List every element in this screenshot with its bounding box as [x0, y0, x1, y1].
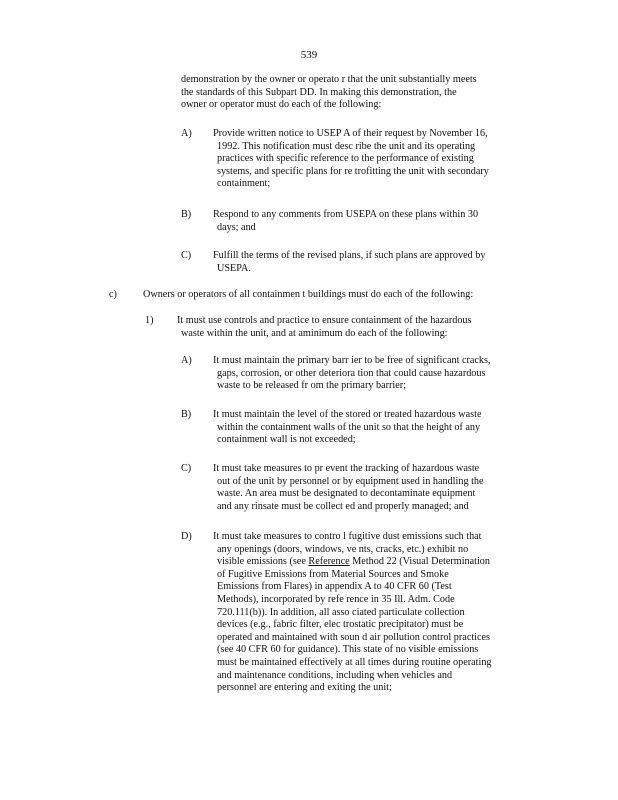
list-item — [213, 209, 478, 234]
text-line: and any rinsate must be collect ed and properly managed; and — [217, 500, 469, 512]
text-line: devices (e.g., fabric filter, elec trostatic precipitator) must be — [217, 619, 464, 631]
text-line: Methods), incorporated by refe rence in 35 Ill. Adm. Code — [217, 593, 455, 605]
text-line: out of the unit by personnel or by equipment used in handling the — [217, 475, 484, 487]
text-line: the standards of this Subpart DD. In making this demonstration, the — [181, 86, 457, 98]
text-line: 1992. This notification must desc ribe the unit and its operating — [217, 140, 476, 152]
text-line: It must use controls and practice to ensure containment of the hazardous — [177, 315, 472, 326]
text-line: Respond to any comments from USEPA on these plans within 30 — [213, 209, 479, 220]
text-line: personnel are entering and exiting the unit; — [217, 682, 392, 694]
text-line: operated and maintained with soun d air pollution control practices — [217, 631, 491, 643]
list-item — [213, 463, 484, 513]
text-line: containment; — [217, 178, 271, 190]
item-label: A) — [181, 128, 192, 139]
text-line: waste. An area must be designated to decontaminate equipment — [217, 488, 476, 500]
text-span: Method 22 (Visual Determination — [349, 556, 490, 568]
text-line: It must maintain the primary barr ier to be free of significant cracks, — [213, 355, 491, 366]
item-label: C) — [181, 463, 192, 474]
text-line: Owners or operators of all containmen t buildings must do each of the following: — [143, 289, 474, 300]
item-label: B) — [181, 409, 192, 420]
list-item — [213, 409, 481, 447]
list-item — [213, 355, 491, 393]
page-number: 539 — [300, 49, 318, 61]
text-line: waste within the unit, and at aminimum do each of the following: — [181, 327, 448, 339]
item-label: 1) — [145, 315, 154, 326]
text-line: It must maintain the level of the stored or treated hazardous waste — [213, 409, 482, 420]
text-line: containment wall is not exceeded; — [217, 434, 356, 446]
text-line: owner or operator must do each of the following: — [181, 99, 382, 111]
text-line: any openings (doors, windows, ve nts, cracks, etc.) exhibit no — [217, 543, 469, 555]
text-line — [217, 556, 492, 569]
text-line: gaps, corrosion, or other deteriora tion that could cause hazardous — [217, 367, 486, 379]
item-label: A) — [181, 355, 192, 366]
text-line: must be maintained effectively at all times during routine operating — [217, 656, 492, 668]
text-line: Provide written notice to USEP A of their request by November 16, — [213, 128, 488, 139]
text-line: Emissions from Flares) in appendix A to 40 CFR 60 (Test — [217, 581, 452, 593]
text-line: systems, and specific plans for re trofitting the unit with secondary — [217, 165, 489, 177]
list-item — [177, 315, 472, 340]
intro-paragraph — [181, 74, 477, 112]
item-label: C) — [181, 250, 192, 261]
text-line: days; and — [217, 221, 256, 233]
text-span: visible emissions (see — [217, 556, 309, 568]
text-line: It must take measures to contro l fugitive dust emissions such that — [213, 531, 482, 542]
text-line: of Fugitive Emissions from Material Sources and Smoke — [217, 568, 449, 580]
list-item — [213, 531, 492, 695]
item-label: D) — [181, 531, 192, 542]
text-line: within the containment walls of the unit so that the height of any — [217, 421, 481, 433]
reference-link-text: Reference — [308, 556, 350, 568]
text-line: demonstration by the owner or operato r that the unit substantially meets — [181, 74, 477, 85]
text-line: waste to be released fr om the primary barrier; — [217, 380, 406, 392]
text-line: (see 40 CFR 60 for guidance). This state of no visible emissions — [217, 644, 479, 656]
text-line: Fulfill the terms of the revised plans, if such plans are approved by — [213, 250, 486, 261]
section-label: c) — [109, 289, 117, 300]
text-line: practices with specific reference to the performance of existing — [217, 153, 474, 165]
list-item — [213, 128, 489, 191]
text-line: USEPA. — [217, 262, 251, 274]
item-label: B) — [181, 209, 192, 220]
text-line: It must take measures to pr event the tracking of hazardous waste — [213, 463, 480, 474]
text-line: and maintenance conditions, including when vehicles and — [217, 669, 453, 681]
list-item — [213, 250, 485, 275]
text-line: 720.111(b)). In addition, all asso ciated particulate collection — [217, 606, 465, 618]
section-heading — [143, 289, 473, 302]
